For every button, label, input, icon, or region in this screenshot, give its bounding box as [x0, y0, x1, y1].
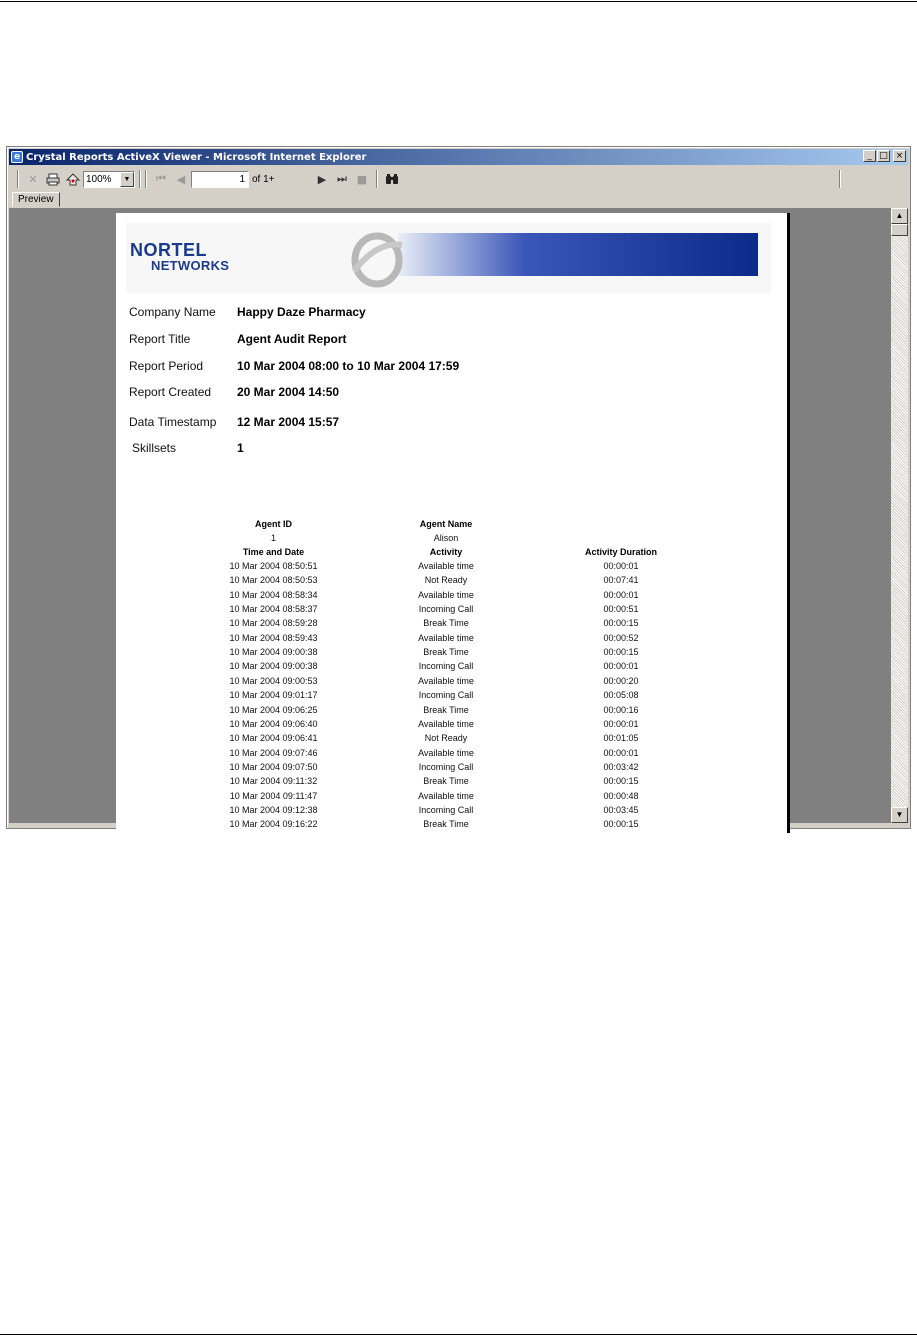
toolbar-separator	[17, 170, 19, 188]
agent-id-header: Agent ID	[255, 519, 292, 529]
meta-label: Report Period	[129, 359, 204, 373]
chevron-down-icon[interactable]: ▼	[120, 172, 134, 187]
first-page-icon[interactable]: ⏮	[156, 172, 166, 185]
row-duration: 00:07:41	[603, 575, 639, 586]
meta-value: Happy Daze Pharmacy	[237, 305, 366, 319]
row-time: 10 Mar 2004 09:00:53	[229, 675, 318, 686]
table-row	[116, 676, 790, 690]
table-row	[116, 776, 790, 790]
table-row	[116, 561, 790, 575]
row-duration: 00:00:15	[603, 776, 639, 787]
row-activity: Break Time	[423, 819, 469, 830]
table-row	[116, 819, 790, 833]
row-activity: Break Time	[423, 704, 469, 715]
row-activity: Break Time	[423, 618, 469, 629]
row-duration: 00:00:01	[603, 747, 639, 758]
row-activity: Incoming Call	[418, 604, 474, 615]
row-duration: 00:03:45	[603, 804, 639, 815]
row-activity: Available time	[418, 589, 474, 600]
page-number-input[interactable]: 1	[191, 171, 249, 188]
row-activity: Break Time	[423, 647, 469, 658]
row-activity: Incoming Call	[418, 761, 474, 772]
table-row	[116, 748, 790, 762]
column-header-activity: Activity	[429, 547, 463, 557]
table-row	[116, 690, 790, 704]
row-duration: 00:03:42	[603, 761, 639, 772]
zoom-value: 100%	[86, 173, 112, 185]
table-row	[116, 604, 790, 618]
table-row	[116, 647, 790, 661]
ie-window	[6, 146, 911, 829]
page-bottom-rule	[0, 1334, 917, 1335]
vertical-scrollbar[interactable]	[891, 208, 908, 823]
row-time: 10 Mar 2004 09:06:40	[229, 718, 318, 729]
row-activity: Break Time	[423, 776, 469, 787]
row-duration: 00:00:15	[603, 819, 639, 830]
row-duration: 00:00:20	[603, 675, 639, 686]
meta-label: Report Title	[129, 332, 191, 346]
table-row	[116, 618, 790, 632]
row-time: 10 Mar 2004 08:50:51	[229, 561, 318, 571]
table-row	[116, 733, 790, 747]
row-duration: 00:00:15	[603, 618, 639, 629]
row-time: 10 Mar 2004 09:00:38	[229, 661, 318, 672]
row-activity: Available time	[418, 718, 474, 729]
meta-value: 12 Mar 2004 15:57	[237, 415, 340, 429]
table-row	[116, 791, 790, 805]
row-time: 10 Mar 2004 09:01:17	[229, 690, 318, 701]
meta-label: Skillsets	[132, 441, 177, 455]
table-row	[116, 575, 790, 589]
row-activity: Available time	[418, 790, 474, 801]
row-duration: 00:00:51	[603, 604, 639, 615]
table-row	[116, 719, 790, 733]
row-duration: 00:00:01	[603, 561, 639, 571]
toolbar-separator	[139, 170, 141, 188]
logo-line2: NETWORKS	[151, 258, 230, 273]
row-duration: 00:00:16	[603, 704, 639, 715]
banner-gradient	[398, 233, 758, 276]
row-activity: Incoming Call	[418, 804, 474, 815]
row-time: 10 Mar 2004 08:58:37	[229, 604, 318, 615]
minimize-button[interactable]: _	[863, 150, 876, 162]
search-icon[interactable]	[384, 171, 400, 187]
tab-row	[9, 191, 908, 207]
row-duration: 00:01:05	[603, 733, 639, 744]
meta-value: 1	[237, 441, 244, 455]
meta-label: Report Created	[129, 385, 212, 399]
row-activity: Incoming Call	[418, 690, 474, 701]
meta-label: Data Timestamp	[129, 415, 217, 429]
maximize-button[interactable]: □	[877, 150, 890, 162]
row-time: 10 Mar 2004 09:16:22	[229, 819, 318, 830]
row-time: 10 Mar 2004 09:12:38	[229, 804, 318, 815]
page-top-rule	[0, 1, 917, 2]
row-time: 10 Mar 2004 09:11:47	[229, 790, 318, 801]
row-time: 10 Mar 2004 08:50:53	[229, 575, 318, 586]
meta-value: Agent Audit Report	[237, 332, 347, 346]
ie-icon: e	[11, 151, 23, 163]
report-viewport[interactable]	[9, 208, 891, 830]
previous-page-icon[interactable]: ◀	[176, 172, 186, 186]
row-activity: Available time	[418, 632, 474, 643]
table-row	[116, 661, 790, 675]
close-button[interactable]: ×	[893, 150, 906, 162]
row-time: 10 Mar 2004 09:11:32	[229, 776, 318, 787]
table-row	[116, 633, 790, 647]
export-icon[interactable]	[65, 171, 81, 187]
scroll-up-icon[interactable]: ▲	[891, 208, 908, 224]
zoom-select[interactable]	[83, 171, 135, 188]
toolbar-separator	[145, 170, 147, 188]
close-view-icon[interactable]: ✕	[28, 172, 38, 186]
last-page-icon[interactable]: ⏭	[337, 172, 347, 185]
meta-value: 10 Mar 2004 08:00 to 10 Mar 2004 17:59	[237, 359, 460, 373]
column-header-time: Time and Date	[242, 547, 305, 557]
globe-icon	[348, 231, 406, 289]
row-time: 10 Mar 2004 09:07:50	[229, 761, 318, 772]
scroll-thumb[interactable]	[891, 224, 908, 236]
toolbar-separator	[839, 170, 841, 188]
row-time: 10 Mar 2004 08:58:34	[229, 589, 318, 600]
table-row	[116, 762, 790, 776]
row-time: 10 Mar 2004 09:06:41	[229, 733, 318, 744]
report-page	[116, 213, 790, 833]
agent-id-value: 1	[270, 533, 276, 543]
row-time: 10 Mar 2004 08:59:28	[229, 618, 318, 629]
column-header-duration: Activity Duration	[584, 547, 657, 557]
row-duration: 00:00:01	[603, 589, 639, 600]
meta-value: 20 Mar 2004 14:50	[237, 385, 340, 399]
row-duration: 00:00:15	[603, 647, 639, 658]
row-time: 10 Mar 2004 09:07:46	[229, 747, 318, 758]
row-duration: 00:00:52	[603, 632, 639, 643]
page-count-label: of 1+	[252, 173, 275, 185]
scroll-down-icon[interactable]: ▼	[891, 807, 908, 823]
viewer-toolbar	[9, 167, 908, 191]
meta-label: Company Name	[129, 305, 216, 319]
row-duration: 00:05:08	[603, 690, 639, 701]
row-duration: 00:00:01	[603, 661, 639, 672]
row-duration: 00:00:48	[603, 790, 639, 801]
table-row	[116, 705, 790, 719]
next-page-icon[interactable]: ▶	[317, 172, 327, 186]
title-bar[interactable]	[9, 149, 908, 165]
row-time: 10 Mar 2004 09:00:38	[229, 647, 318, 658]
logo-line1: NORTEL	[130, 240, 207, 260]
row-activity: Incoming Call	[418, 661, 474, 672]
nortel-logo	[130, 240, 230, 273]
report-banner	[126, 223, 771, 293]
row-activity: Available time	[418, 747, 474, 758]
row-activity: Available time	[418, 561, 474, 571]
agent-name-header: Agent Name	[419, 519, 473, 529]
table-row	[116, 590, 790, 604]
row-activity: Not Ready	[424, 575, 468, 586]
row-time: 10 Mar 2004 08:59:43	[229, 632, 318, 643]
agent-name-value: Alison	[433, 533, 459, 543]
toolbar-separator	[376, 170, 378, 188]
row-duration: 00:00:01	[603, 718, 639, 729]
table-row	[116, 805, 790, 819]
tab-preview[interactable]: Preview	[12, 192, 60, 207]
row-activity: Not Ready	[424, 733, 468, 744]
row-activity: Available time	[418, 675, 474, 686]
stop-icon[interactable]: ■	[356, 172, 368, 186]
window-title: Crystal Reports ActiveX Viewer - Microsoft Internet Explorer	[26, 151, 367, 163]
window-controls	[863, 150, 906, 162]
row-time: 10 Mar 2004 09:06:25	[229, 704, 318, 715]
print-icon[interactable]	[45, 171, 61, 187]
